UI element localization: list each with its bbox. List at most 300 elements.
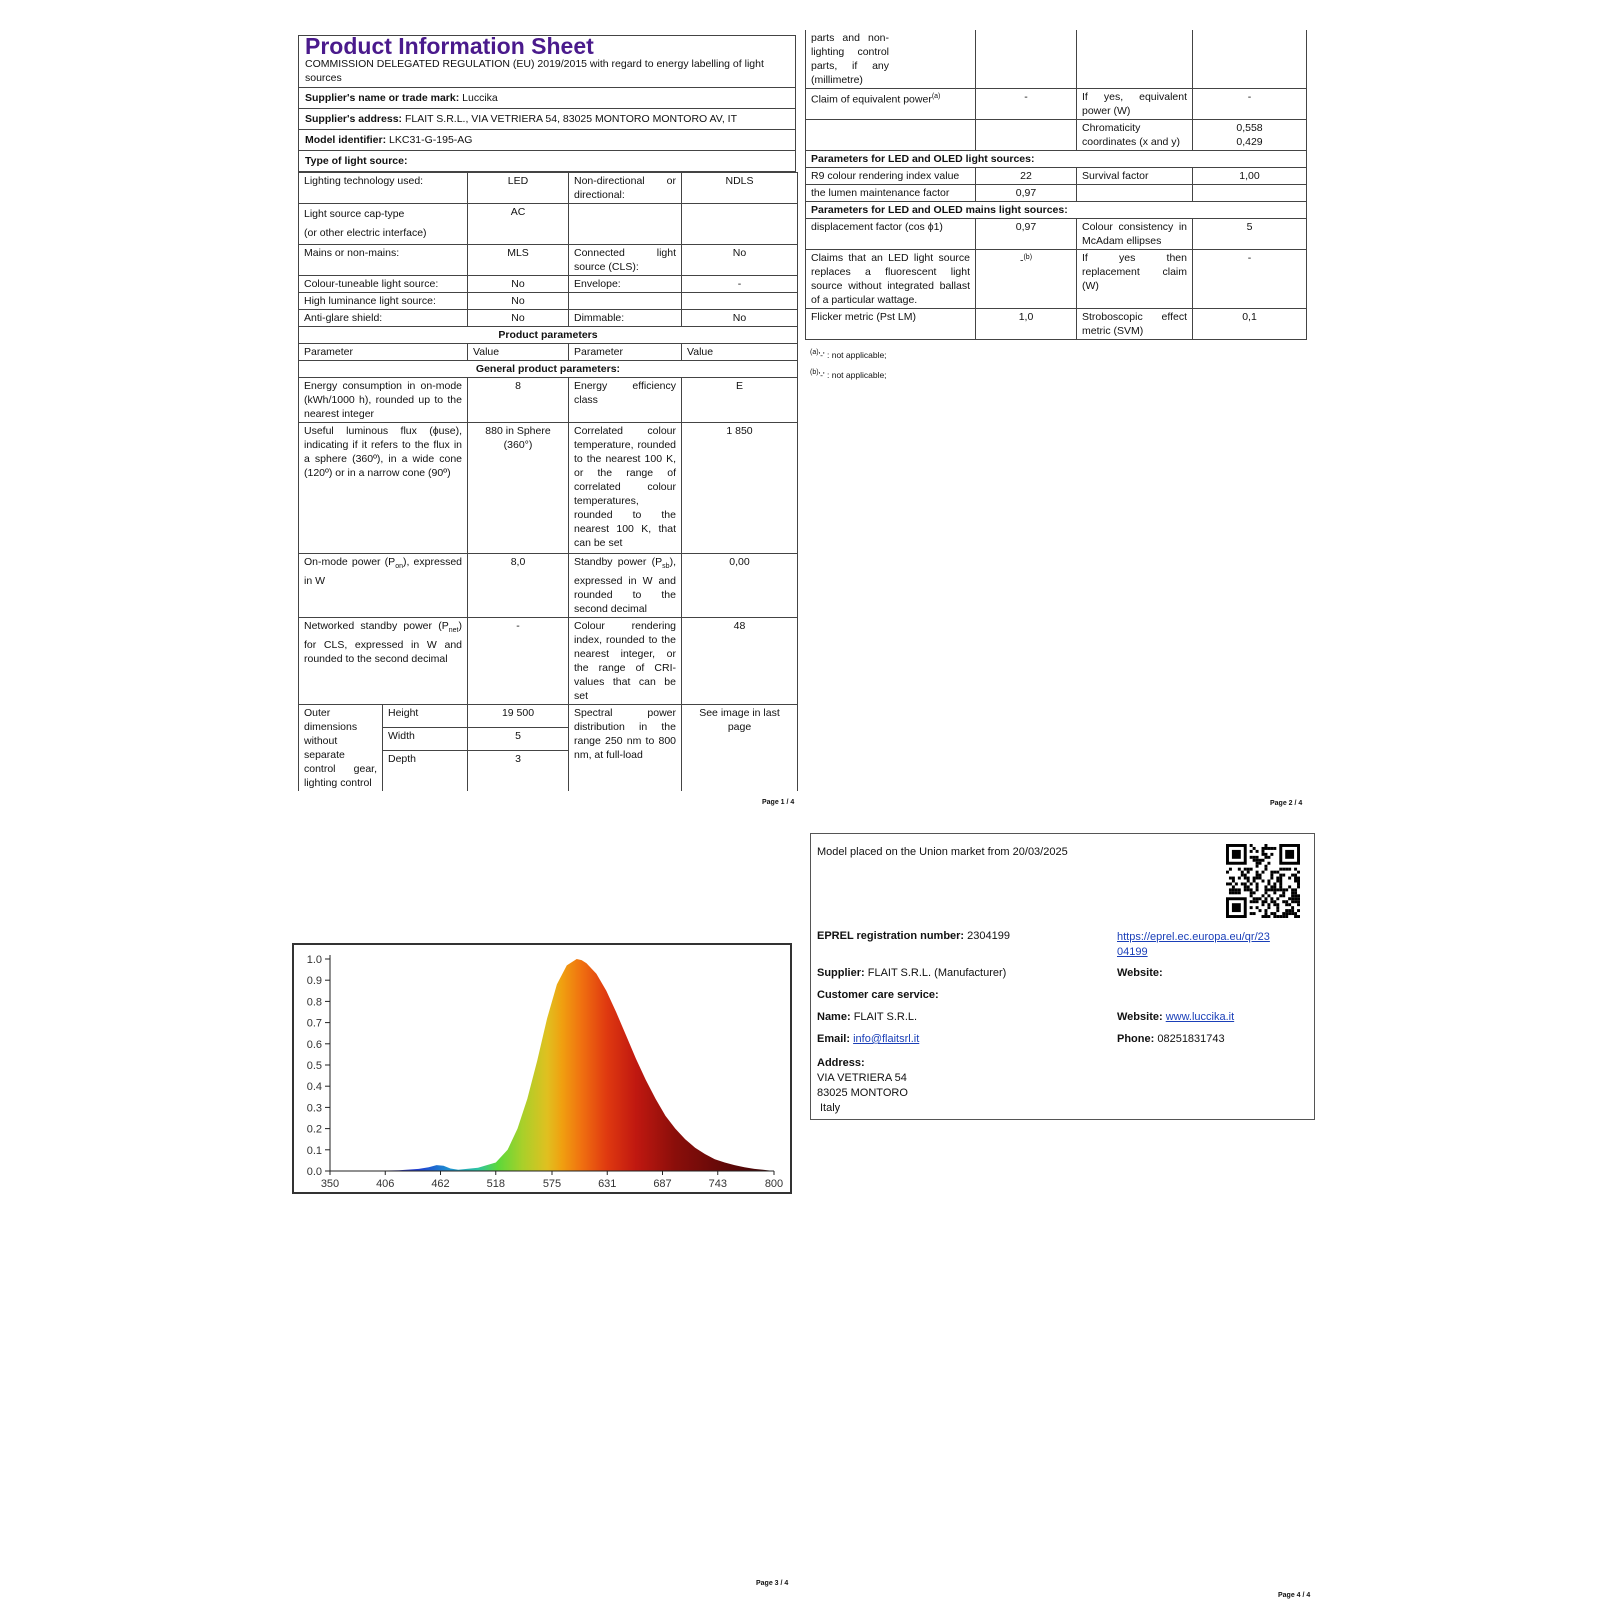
supplier-label: Supplier's name or trade mark:	[305, 92, 460, 104]
lumen-row	[806, 185, 1307, 202]
address-block	[817, 1056, 908, 1116]
equiv-sup: (a)	[931, 93, 941, 100]
y-tick-label: 0.9	[306, 975, 322, 988]
qr-module	[1264, 844, 1267, 847]
cls-value: No	[682, 245, 798, 276]
page3-number: Page 3 / 4	[756, 1580, 789, 1587]
qr-module	[1273, 891, 1276, 894]
title-row	[299, 33, 795, 88]
flicker-label: Flicker metric (Pst LM)	[806, 309, 976, 340]
env-value: -	[682, 276, 798, 293]
qr-module	[1270, 888, 1273, 891]
qr-module	[1262, 859, 1265, 862]
hilum-empty-1	[569, 293, 682, 310]
qr-module	[1250, 900, 1253, 903]
qr-module	[1270, 900, 1273, 903]
qr-module	[1250, 882, 1253, 885]
disp-row	[806, 219, 1307, 250]
qr-module	[1291, 897, 1294, 900]
qr-module	[1294, 900, 1297, 903]
qr-module	[1256, 871, 1259, 874]
qr-module	[1276, 877, 1279, 880]
qr-module	[1273, 900, 1276, 903]
qr-module	[1297, 903, 1300, 906]
x-tick-label: 743	[708, 1178, 727, 1190]
onmode-label	[299, 554, 468, 618]
mains-row	[299, 245, 798, 276]
chroma-values	[1193, 120, 1307, 151]
qr-module	[1256, 874, 1259, 877]
qr-module	[1279, 868, 1282, 871]
cont-empty-3	[1193, 30, 1307, 89]
qr-module	[1262, 871, 1265, 874]
flicker-row	[806, 309, 1307, 340]
qr-module	[1262, 853, 1265, 856]
chroma-x: 0,558	[1236, 122, 1263, 134]
onmode-label-a: On-mode power (P	[304, 556, 396, 568]
consist-value: 5	[1193, 219, 1307, 250]
dir-value: NDLS	[682, 173, 798, 204]
spectral-chart	[292, 943, 792, 1194]
col-param-1: Parameter	[299, 344, 468, 361]
email-row	[817, 1033, 919, 1045]
qr-module	[1262, 915, 1265, 918]
x-tick-label: 518	[486, 1178, 505, 1190]
spectral-chart-svg	[294, 945, 790, 1192]
qr-module	[1250, 850, 1253, 853]
qr-module	[1282, 912, 1285, 915]
strobo-value: 0,1	[1193, 309, 1307, 340]
qr-module	[1291, 891, 1294, 894]
qr-module	[1279, 877, 1282, 880]
supplier-label: Supplier:	[817, 967, 865, 979]
qr-module	[1262, 880, 1265, 883]
qr-module	[1267, 856, 1270, 859]
qr-module	[1273, 912, 1276, 915]
mains-params-row	[806, 202, 1307, 219]
qr-module	[1273, 888, 1276, 891]
y-tick-label: 0.3	[306, 1102, 322, 1115]
qr-module	[1256, 850, 1259, 853]
website2-row	[1117, 1011, 1234, 1023]
addr-line2: 83025 MONTORO	[817, 1087, 908, 1099]
qr-module	[1267, 862, 1270, 865]
col-value-2: Value	[682, 344, 798, 361]
page-1	[298, 35, 796, 791]
qr-module	[1282, 900, 1285, 903]
qr-module	[1264, 888, 1267, 891]
qr-module	[1264, 891, 1267, 894]
claims-value-text: -	[1019, 254, 1024, 267]
qr-module	[1232, 877, 1235, 880]
qr-module	[1235, 882, 1238, 885]
qr-module	[1264, 915, 1267, 918]
cap-label-1: Light source cap-type	[304, 208, 405, 220]
qr-module	[1229, 888, 1232, 891]
qr-module	[1294, 874, 1297, 877]
qr-module	[1241, 874, 1244, 877]
qr-module	[1262, 850, 1265, 853]
qr-module	[1247, 885, 1250, 888]
eprel-link[interactable]	[1117, 930, 1270, 960]
qr-module	[1276, 906, 1279, 909]
model-row	[299, 130, 795, 151]
qr-module	[1288, 868, 1291, 871]
qr-module	[1294, 912, 1297, 915]
page1-table	[298, 172, 798, 791]
tune-label: Colour-tuneable light source:	[299, 276, 468, 293]
dir-label: Non-directional or directional:	[569, 173, 682, 204]
qr-module	[1264, 900, 1267, 903]
onmode-value: 8,0	[468, 554, 569, 618]
col-param-2: Parameter	[569, 344, 682, 361]
website-label: Website:	[1117, 967, 1163, 979]
addr-line3: Italy	[820, 1102, 841, 1114]
depth-value: 3	[468, 751, 569, 792]
name-value: FLAIT S.R.L.	[853, 1011, 918, 1023]
qr-module	[1279, 888, 1282, 891]
qr-module	[1264, 885, 1267, 888]
eprel-label: EPREL registration number:	[817, 930, 965, 942]
led-params-heading: Parameters for LED and OLED light sources:	[806, 151, 1307, 168]
x-tick-label: 406	[376, 1178, 395, 1190]
qr-module	[1297, 909, 1300, 912]
qr-module	[1288, 909, 1291, 912]
y-tick-label: 0.0	[306, 1166, 322, 1178]
qr-module	[1247, 888, 1250, 891]
net-label-a: Networked standby power (P	[304, 620, 449, 633]
height-value: 19 500	[468, 705, 569, 728]
energy-value: 8	[468, 378, 569, 423]
qr-module	[1297, 882, 1300, 885]
qr-module	[1232, 880, 1235, 883]
page1-header	[298, 35, 796, 172]
qr-module	[1288, 885, 1291, 888]
qr-module	[1253, 891, 1256, 894]
qr-module	[1279, 882, 1282, 885]
net-label-b: ) for CLS, expressed in W and rounded to the second decimal	[304, 620, 462, 666]
qr-module	[1270, 871, 1273, 874]
placed-on-market: Model placed on the Union market from 20/03/2025	[817, 846, 1068, 858]
cont-empty-2	[1077, 30, 1193, 89]
eprel-row	[817, 930, 1010, 942]
equiv-w-value: -	[1193, 89, 1307, 120]
footnote-b-sup: (b)	[810, 368, 819, 376]
cap-row	[299, 204, 798, 245]
qr-module	[1250, 906, 1253, 909]
lumen-empty-1	[1077, 185, 1193, 202]
qr-module	[1273, 885, 1276, 888]
qr-module	[1256, 865, 1259, 868]
address-label: Supplier's address:	[305, 113, 403, 125]
claims-row	[806, 250, 1307, 309]
strobo-label: Stroboscopic effect metric (SVM)	[1077, 309, 1193, 340]
qr-module	[1288, 897, 1291, 900]
eprel-link-line2[interactable]: 04199	[1117, 946, 1148, 958]
qr-module	[1244, 868, 1247, 871]
tech-value: LED	[468, 173, 569, 204]
qr-module	[1267, 903, 1270, 906]
qr-module	[1291, 906, 1294, 909]
flicker-value: 1,0	[976, 309, 1077, 340]
spectrum-area	[330, 959, 774, 1171]
qr-module	[1232, 888, 1235, 891]
qr-module	[1250, 891, 1253, 894]
qr-module	[1294, 891, 1297, 894]
y-tick-label: 1.0	[306, 954, 322, 966]
qr-module	[1267, 880, 1270, 883]
cap-empty-1	[569, 204, 682, 245]
net-label	[299, 618, 468, 705]
qr-module	[1247, 880, 1250, 883]
qr-module	[1250, 888, 1253, 891]
qr-module	[1282, 891, 1285, 894]
name-row	[817, 1011, 917, 1023]
supplier-row	[299, 88, 795, 109]
footnote-a-sup: (a)	[810, 349, 819, 356]
equiv-value: -	[976, 89, 1077, 120]
qr-module	[1253, 880, 1256, 883]
qr-module	[1259, 862, 1262, 865]
qr-module	[1294, 868, 1297, 871]
qr-module	[1294, 894, 1297, 897]
address-value: FLAIT S.R.L., VIA VETRIERA 54, 83025 MONTORO MONTORO AV, IT	[404, 113, 737, 125]
type-row	[299, 151, 795, 172]
model-value: LKC31-G-195-AG	[389, 134, 473, 146]
qr-module	[1229, 868, 1232, 871]
qr-module	[1285, 903, 1288, 906]
qr-module	[1297, 900, 1300, 903]
email-link[interactable]: info@flaitsrl.it	[853, 1033, 920, 1045]
qr-module	[1253, 856, 1256, 859]
consist-label: Colour consistency in McAdam ellipses	[1077, 219, 1193, 250]
standby-label	[569, 554, 682, 618]
flux-label: Useful luminous flux (ϕuse), indicating if it refers to the flux in a sphere (360º), in a wide cone (120º) or in a narrow cone (90º)	[299, 423, 468, 554]
footnote-b-text: '-' : not applicable;	[818, 369, 887, 380]
qr-module	[1250, 894, 1253, 897]
qr-module	[1291, 888, 1294, 891]
equiv-label-text: Claim of equivalent power	[811, 93, 932, 106]
qr-module	[1291, 900, 1294, 903]
qr-module	[1276, 903, 1279, 906]
qr-module	[1264, 853, 1267, 856]
qr-module	[1259, 859, 1262, 862]
footnotes	[810, 344, 1306, 384]
standby-value: 0,00	[682, 554, 798, 618]
phone-row	[1117, 1033, 1225, 1045]
cap-empty-2	[682, 204, 798, 245]
mains-params-heading: Parameters for LED and OLED mains light sources:	[806, 202, 1307, 219]
qr-module	[1285, 909, 1288, 912]
y-tick-label: 0.5	[306, 1060, 322, 1072]
cct-label: Correlated colour temperature, rounded to the nearest 100 K, or the range of correlated colour temperatures, rounded to the nearest 100 K, that can be set	[569, 423, 682, 554]
qr-module	[1294, 888, 1297, 891]
qr-module	[1262, 903, 1265, 906]
col-value-1: Value	[468, 344, 569, 361]
spd-value: See image in last page	[682, 705, 798, 792]
qr-module	[1273, 903, 1276, 906]
spd-label: Spectral power distribution in the range 250 nm to 800 nm, at full-load	[569, 705, 682, 792]
qr-module	[1285, 900, 1288, 903]
glare-row	[299, 310, 798, 327]
x-tick-label: 462	[431, 1178, 450, 1190]
net-sub: net	[448, 627, 459, 635]
replace-label: If yes then replacement claim (W)	[1077, 250, 1193, 309]
qr-module	[1226, 882, 1229, 885]
qr-module	[1291, 912, 1294, 915]
qr-module	[1279, 915, 1282, 918]
qr-module	[1270, 885, 1273, 888]
qr-module	[1276, 909, 1279, 912]
glare-value: No	[468, 310, 569, 327]
qr-module	[1262, 900, 1265, 903]
qr-module	[1232, 885, 1235, 888]
tune-row	[299, 276, 798, 293]
survival-label: Survival factor	[1077, 168, 1193, 185]
y-tick-label: 0.7	[306, 1017, 322, 1030]
website2-link[interactable]: www.luccika.it	[1165, 1011, 1235, 1023]
phone-label: Phone:	[1117, 1033, 1155, 1045]
qr-module	[1250, 868, 1253, 871]
energy-row	[299, 378, 798, 423]
qr-module	[1294, 880, 1297, 883]
qr-module	[1244, 888, 1247, 891]
qr-module	[1267, 894, 1270, 897]
qr-module	[1264, 856, 1267, 859]
qr-module	[1294, 915, 1297, 918]
qr-module	[1256, 885, 1259, 888]
qr-module	[1256, 856, 1259, 859]
qr-module	[1256, 882, 1259, 885]
eff-value: E	[682, 378, 798, 423]
qr-module	[1297, 877, 1300, 880]
hilum-value: No	[468, 293, 569, 310]
qr-module	[1264, 912, 1267, 915]
qr-module	[1253, 877, 1256, 880]
dim-label: Dimmable:	[569, 310, 682, 327]
equiv-row	[806, 89, 1307, 120]
qr-module	[1276, 915, 1279, 918]
survival-value: 1,00	[1193, 168, 1307, 185]
page-4-box	[810, 833, 1315, 1120]
footnote-b	[810, 364, 1306, 384]
net-value: -	[468, 618, 569, 705]
qr-module	[1259, 897, 1262, 900]
outer-label: Outer dimensions without separate control gear, lighting control	[299, 705, 383, 792]
glare-label: Anti-glare shield:	[299, 310, 468, 327]
energy-label: Energy consumption in on-mode (kWh/1000 h), rounded up to the nearest integer	[299, 378, 468, 423]
customer-care-label: Customer care service:	[817, 989, 939, 1001]
cls-label: Connected light source (CLS):	[569, 245, 682, 276]
r9-value: 22	[976, 168, 1077, 185]
qr-module	[1235, 891, 1238, 894]
qr-module	[1267, 915, 1270, 918]
qr-module	[1253, 897, 1256, 900]
qr-module	[1282, 868, 1285, 871]
qr-module	[1285, 868, 1288, 871]
page1-number: Page 1 / 4	[762, 799, 795, 806]
qr-code[interactable]	[1226, 844, 1300, 918]
hilum-row	[299, 293, 798, 310]
website2-label: Website:	[1117, 1011, 1163, 1023]
qr-module	[1264, 865, 1267, 868]
qr-module	[1256, 859, 1259, 862]
name-label: Name:	[817, 1011, 851, 1023]
qr-module	[1247, 877, 1250, 880]
chroma-y: 0,429	[1236, 136, 1263, 148]
qr-module	[1276, 880, 1279, 883]
standby-sub: sb	[662, 563, 670, 571]
hilum-label: High luminance light source:	[299, 293, 468, 310]
qr-module	[1270, 847, 1273, 850]
qr-module	[1238, 891, 1241, 894]
product-params-row	[299, 327, 798, 344]
qr-module	[1244, 882, 1247, 885]
qr-module	[1262, 894, 1265, 897]
phone-value: 08251831743	[1157, 1033, 1225, 1045]
r9-row	[806, 168, 1307, 185]
qr-finder-core	[1232, 903, 1241, 912]
r9-label: R9 colour rendering index value	[806, 168, 976, 185]
general-params-row	[299, 361, 798, 378]
env-label: Envelope:	[569, 276, 682, 293]
height-row	[299, 705, 798, 728]
page-2	[805, 30, 1306, 384]
qr-module	[1250, 856, 1253, 859]
qr-module	[1279, 885, 1282, 888]
supplier-row	[817, 967, 1006, 979]
y-tick-label: 0.2	[306, 1123, 322, 1136]
qr-module	[1297, 871, 1300, 874]
chroma-row	[806, 120, 1307, 151]
qr-module	[1264, 847, 1267, 850]
qr-module	[1229, 891, 1232, 894]
equiv-label	[806, 89, 976, 120]
qr-module	[1238, 868, 1241, 871]
qr-module	[1226, 871, 1229, 874]
qr-module	[1229, 882, 1232, 885]
qr-module	[1244, 885, 1247, 888]
qr-module	[1276, 897, 1279, 900]
qr-module	[1294, 877, 1297, 880]
column-header-row	[299, 344, 798, 361]
qr-module	[1256, 897, 1259, 900]
qr-module	[1273, 871, 1276, 874]
cri-value: 48	[682, 618, 798, 705]
qr-module	[1276, 888, 1279, 891]
qr-module	[1288, 912, 1291, 915]
qr-module	[1267, 906, 1270, 909]
qr-module	[1253, 912, 1256, 915]
addr-label: Address:	[817, 1057, 865, 1069]
eprel-link-line1[interactable]: https://eprel.ec.europa.eu/qr/23	[1117, 931, 1270, 943]
qr-module	[1285, 915, 1288, 918]
y-tick-label: 0.6	[306, 1038, 322, 1051]
addr-line1: VIA VETRIERA 54	[817, 1072, 907, 1084]
y-tick-label: 0.1	[306, 1144, 322, 1157]
led-params-row	[806, 151, 1307, 168]
qr-module	[1273, 915, 1276, 918]
chroma-empty-2	[976, 120, 1077, 151]
page2-number: Page 2 / 4	[1270, 800, 1303, 807]
qr-module	[1279, 880, 1282, 883]
qr-module	[1273, 882, 1276, 885]
qr-module	[1235, 888, 1238, 891]
qr-module	[1297, 894, 1300, 897]
equiv-w-label: If yes, equivalent power (W)	[1077, 89, 1193, 120]
mains-label: Mains or non-mains:	[299, 245, 468, 276]
page4-number: Page 4 / 4	[1278, 1592, 1311, 1599]
